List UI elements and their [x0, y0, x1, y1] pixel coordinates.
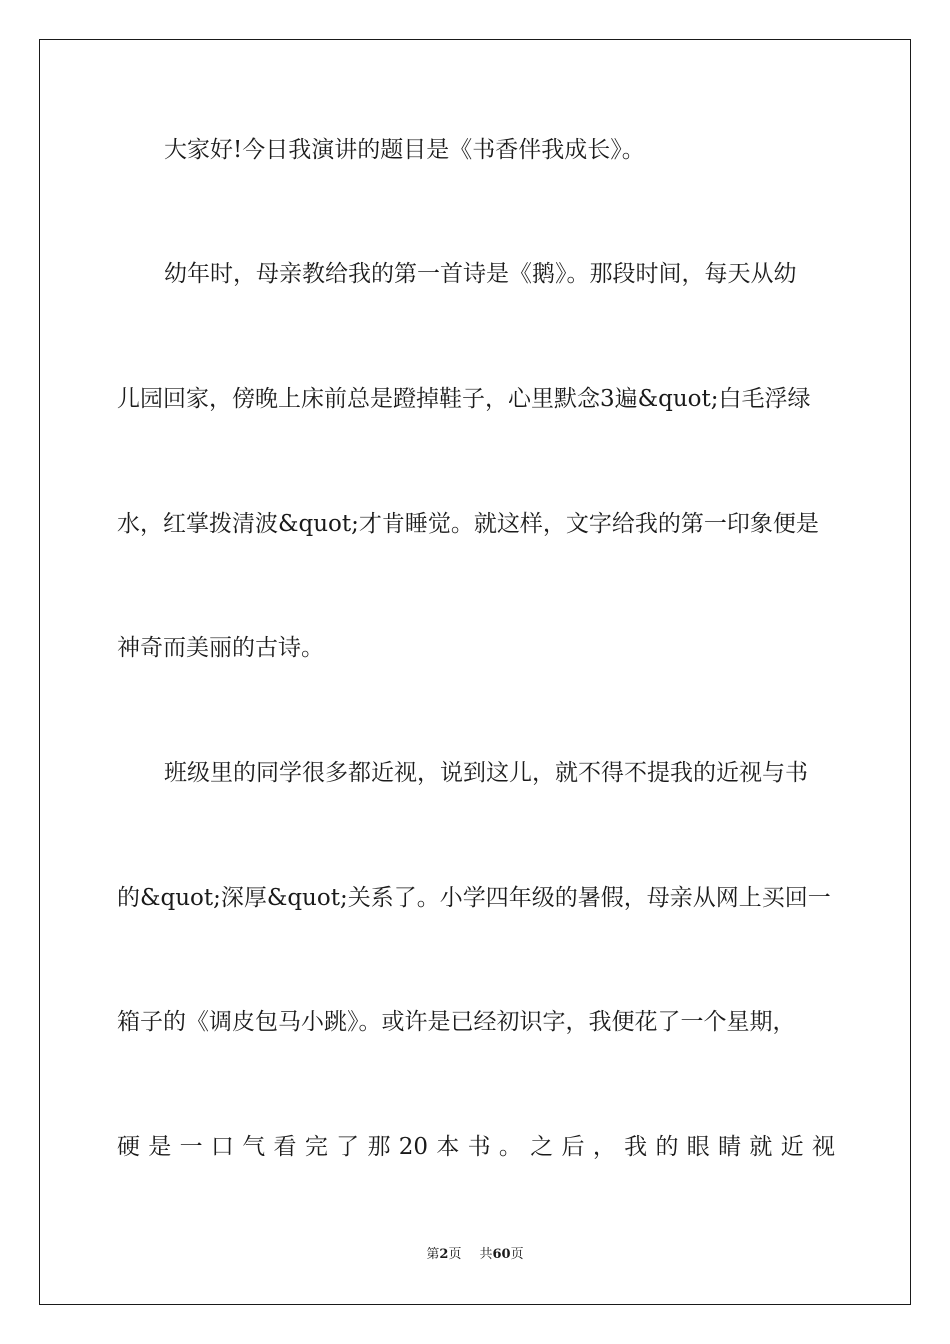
total-suffix: 页	[510, 1247, 524, 1262]
page-footer	[0, 1246, 950, 1264]
page-number: 2	[439, 1247, 449, 1262]
total-pages: 60	[492, 1247, 511, 1262]
paragraph-line: 水，红掌拨清波&quot;才肯睡觉。就这样，文字给我的第一印象便是	[117, 511, 819, 537]
page-border	[39, 39, 911, 1305]
paragraph-line: 箱子的《调皮包马小跳》。或许是已经初识字，我便花了一个星期，	[117, 1009, 796, 1035]
paragraph-line: 神奇而美丽的古诗。	[117, 635, 324, 661]
paragraph-line: 儿园回家，傍晚上床前总是蹬掉鞋子，心里默念3遍&quot;白毛浮绿	[117, 386, 811, 412]
page-prefix: 第	[426, 1247, 440, 1262]
total-prefix: 共	[479, 1247, 493, 1262]
paragraph-line: 硬是一口气看完了那20本书。之后，我的眼睛就近视	[117, 1134, 835, 1160]
paragraph-line: 的&quot;深厚&quot;关系了。小学四年级的暑假，母亲从网上买回一	[117, 885, 831, 911]
paragraph-line: 班级里的同学很多都近视，说到这儿，就不得不提我的近视与书	[164, 760, 808, 786]
paragraph-line: 幼年时，母亲教给我的第一首诗是《鹅》。那段时间，每天从幼	[164, 261, 797, 287]
page-suffix: 页	[448, 1247, 462, 1262]
paragraph-line: 大家好!今日我演讲的题目是《书香伴我成长》。	[164, 137, 645, 163]
